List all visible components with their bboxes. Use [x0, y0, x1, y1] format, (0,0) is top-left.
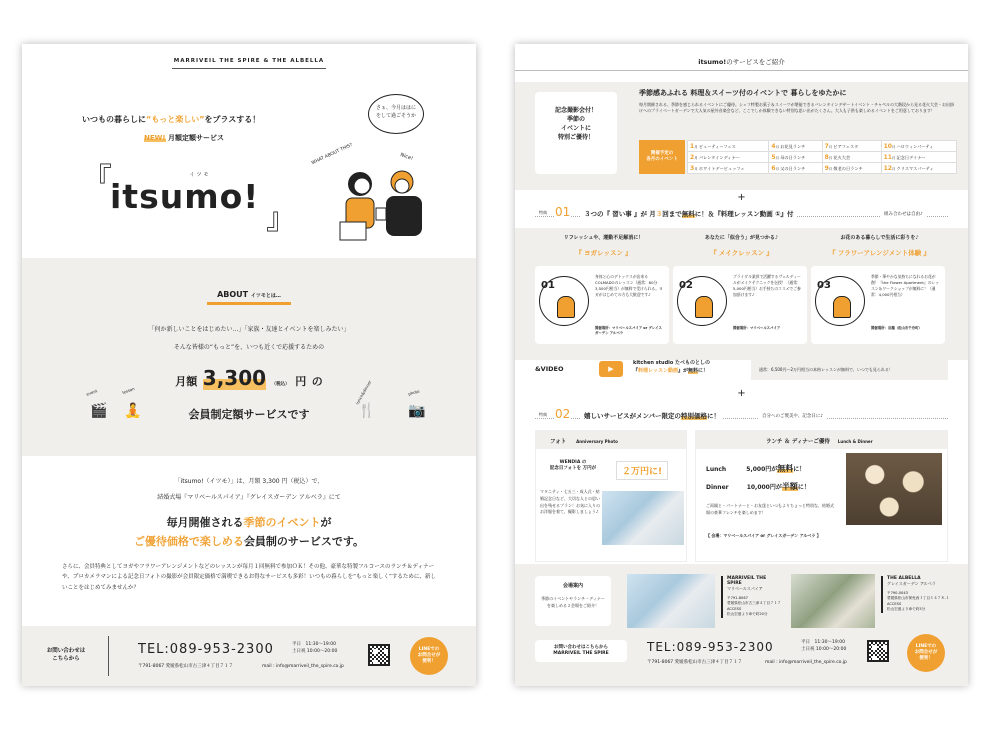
back-header	[515, 57, 968, 66]
event-month: 10	[883, 142, 892, 150]
lunch-pre: が	[771, 466, 778, 473]
tokuten2-title	[581, 411, 723, 420]
event-cell	[688, 163, 769, 174]
plus-2: +	[737, 388, 746, 399]
footer-divider	[108, 636, 109, 676]
tokuten2-num: 02	[555, 407, 571, 421]
event-month: 11	[883, 153, 892, 161]
venue2-addr: 〒790-0043 愛媛県松山市保免西１丁目１４７８-１ ACCESS 松山空港より車で約5分	[887, 591, 950, 612]
person-icon: 🧘	[124, 403, 142, 419]
tokuten2-post: に！	[707, 412, 721, 420]
tokuten1-free: 無料	[681, 210, 695, 218]
tokuten2-em: 特別価格	[681, 412, 708, 420]
event-label: event	[85, 388, 98, 397]
lesson-venue: 開催場所：マリベールスパイア or グレイスガーデン アルベラ	[595, 326, 662, 336]
service-line	[144, 133, 224, 143]
cutlery-icon: 🍴	[358, 403, 376, 419]
lesson-desc: 身体と心のデトックスが出来るCOLMADOのレッスン（通常：60分 3,500円相当）が無料で受けられる。ヨガがはじめての方も大歓迎です♪	[595, 274, 663, 298]
dine-title: ランチ ＆ ディナーご優待	[766, 439, 830, 445]
event-name: クリスマスパーティ	[896, 165, 934, 171]
headline1-post: が	[320, 516, 332, 529]
month-suffix: 月	[775, 144, 781, 149]
beach-photo	[602, 491, 684, 545]
line-badge[interactable]: LINEでの お問合せが 便利！	[410, 637, 448, 675]
event-month: 7	[824, 142, 829, 150]
event-name: 敬老の日ランチ	[833, 165, 863, 171]
about-quote2: そんな皆様の“もっと”を、いつも近くで応援するための	[173, 344, 325, 351]
event-name: ハロウィンパーティ	[896, 143, 934, 149]
venue2-info	[881, 576, 953, 613]
lesson-venue: 開催場所：店舗（松山市千舟町）	[871, 326, 922, 330]
back-line-badge[interactable]: LINEでの お問合せが 便利！	[907, 634, 945, 672]
event-name: ビューティーフェス	[698, 143, 736, 149]
month-suffix: 月	[891, 144, 897, 149]
venue2-jp: グレイスガーデン アルベラ	[887, 581, 936, 586]
lesson-title: 『 メイクレッスン 』	[710, 249, 773, 257]
event-cell	[769, 141, 822, 152]
venue1-en: MARRIVEIL THE SPIRE	[727, 576, 767, 586]
tokuten1-mid: 回まで	[662, 210, 682, 218]
event-cell	[688, 141, 769, 152]
event-name: バレンタインディナー	[698, 154, 740, 160]
event-month: 1	[690, 142, 695, 150]
camera-icon: 📷	[408, 403, 426, 419]
lunch-post: に！	[793, 466, 806, 473]
lesson-num: 03	[817, 280, 831, 291]
month-suffix: 月	[828, 144, 834, 149]
itsumo-logo: itsumo!	[110, 177, 260, 216]
headline1-pre: 毎月開催される	[166, 516, 244, 529]
member-text: 会員制定額サービスです	[188, 408, 310, 421]
dinner-pre: が	[775, 484, 782, 491]
lesson-label: lesson	[121, 385, 136, 396]
back-footer-mail[interactable]: mail : info@marriveil_the_spire.co.jp	[765, 660, 847, 665]
video-end: に！	[698, 367, 709, 374]
price-value: 3,300	[202, 366, 267, 390]
video-line2-pre: 『	[633, 367, 639, 374]
front-header: MARRIVEIL THE SPIRE & THE ALBELLA	[173, 58, 325, 64]
header-divider	[172, 68, 326, 69]
price-unit: 円	[295, 375, 307, 388]
food-photo	[846, 453, 942, 525]
about-section	[22, 258, 476, 456]
month-suffix: 月	[828, 166, 834, 171]
event-cell	[881, 152, 956, 163]
footer-hours1: 平日 11:30〜19:00	[292, 642, 336, 647]
event-month: 2	[690, 153, 695, 161]
lesson-venue: 開催場所：マリベールスパイア	[733, 326, 781, 330]
photo-price: ２万円に!	[616, 461, 668, 480]
lesson-card	[673, 266, 807, 344]
video-line1: kitchen studio たべものとしの	[633, 360, 711, 366]
video-label: &VIDEO	[535, 365, 564, 373]
video-icon[interactable]: ▶	[599, 361, 623, 377]
footer-contact[interactable]: お問い合わせは こちらから	[46, 648, 86, 662]
albella-photo	[791, 574, 875, 628]
video-note: 通常：6,500円〜2万円相当の本格レッスンが無料で、いつでも見られる！	[751, 360, 948, 380]
tokuten2-note: 自分へのご褒美や、記念日に♪	[759, 413, 826, 419]
headline1-em: 季節のイベント	[243, 516, 321, 529]
dinner-price: 10,000円	[746, 484, 776, 491]
couple-illustration	[322, 162, 442, 248]
event-cell	[822, 152, 881, 163]
video-line2-em: 料理レッスン動画	[638, 367, 678, 374]
dinner-post: に！	[797, 484, 810, 491]
tokuten2-bar	[535, 407, 948, 424]
month-suffix: 月	[828, 155, 834, 160]
tagline-post: をプラスする！	[204, 115, 261, 124]
lesson-desc: ブライダル業界で活躍するヴェルディールがメイクテクニックを伝授！（通常：5,000円相当）お手持ちのコスメでご参加頂けます♪	[733, 274, 801, 298]
venue-title: 会場案内	[562, 583, 583, 589]
lesson-card	[535, 266, 669, 344]
tokuten1-post: に！＆『料理レッスン動画 ①』付	[694, 210, 794, 218]
back-footer-contact[interactable]: お問い合わせはこちらから MARRIVEIL THE SPIRE	[535, 640, 627, 662]
photo-title: フォト	[550, 439, 567, 445]
venue-section	[515, 564, 968, 686]
lunch-row	[706, 463, 805, 474]
event-name: ビアフェスタ	[833, 143, 859, 149]
venue-card	[535, 576, 611, 626]
front-footer	[22, 626, 476, 686]
dine-venue: 【 会場：マリベールスパイア or グレイスガーデン アルベラ 】	[706, 533, 821, 538]
about-underline	[207, 302, 291, 305]
tokuten1-pre: ３つの『 習い事 』が 月	[584, 210, 656, 218]
event-name: 父の日ランチ	[780, 165, 806, 171]
lunch-label: lunch&dinner	[354, 379, 373, 406]
bubble-nice: Nice!	[399, 151, 414, 163]
tokuten2-label: 特典	[539, 412, 547, 417]
tokuten1-em: ３	[655, 210, 663, 218]
event-name: ホワイトデービュッフェ	[698, 165, 745, 171]
tokuten1-note: 組み合わせは自由♪	[881, 211, 926, 217]
photo-desc: マタニティ・七五三・成人式・結婚記念日など、大切な人との思い出を残せるプラン！お気に入りのお洋服を着て、撮影しましょう♪	[540, 489, 600, 515]
event-card: 記念撮影会付！ 季節の イベントに 特別ご優待！	[535, 92, 617, 174]
venue1-jp: マリベールスパイア	[727, 586, 763, 591]
event-month: 6	[771, 164, 776, 172]
event-cell	[769, 163, 822, 174]
price-pre: 月額	[175, 375, 198, 388]
photo-card	[535, 430, 687, 562]
footer-mail[interactable]: mail : info@marriveil_the_spire.co.jp	[262, 664, 344, 669]
about-quote1: 「何か新しいことをはじめたい…」「家族・友達とイベントを楽しみたい」	[148, 326, 350, 333]
event-cell	[881, 141, 956, 152]
lesson-figure	[695, 296, 713, 318]
tagline-pre: いつもの暮らしに	[82, 115, 146, 124]
photo-en: Anniversary Photo	[576, 439, 618, 444]
lesson-card	[811, 266, 945, 344]
headline2-em: ご優待価格で楽しめる	[133, 535, 244, 548]
speech-bubble: さぁ、今月ははにをして過ごそうか	[368, 94, 424, 134]
back-footer-hours1: 平日 11:30〜19:00	[801, 640, 845, 645]
event-month: 8	[824, 153, 829, 161]
lesson-lead: あなたに「似合う」が見つかる♪	[704, 235, 779, 241]
footer-hours2: 土日祝 10:00〜20:00	[292, 649, 338, 654]
tagline-em: “もっと楽しい”	[146, 115, 205, 124]
footer-address: 〒791-8067 愛媛県松山市古三津４丁目７１７	[138, 664, 234, 669]
event-name: お花見ランチ	[780, 143, 806, 149]
dinner-em: 半額	[781, 482, 798, 491]
lesson-num: 02	[679, 280, 693, 291]
month-suffix: 月	[891, 155, 897, 160]
lunch-label: Lunch	[706, 466, 727, 473]
photo-card-head	[536, 431, 686, 449]
back-flyer	[515, 44, 968, 686]
back-header-line	[515, 70, 968, 71]
footer-tel[interactable]: TEL:089-953-2300	[138, 642, 274, 657]
plus-1: +	[737, 192, 746, 203]
logo-ruby: イツモ	[189, 172, 211, 178]
dine-card	[695, 430, 948, 562]
venue-desc: 季節のイベントやランチ・ディナーを楽しめる２会場をご紹介！	[541, 596, 605, 608]
bubble-what: WHAT ABOUT THIS?	[311, 142, 354, 167]
lesson-desc: 季節・華やかな気持ちになれるお花が創！『the Flower Apartment』のレッスン＆ワークショップが無料に！（通常：4,000円相当）	[871, 274, 940, 298]
lesson-lead: リフレッシュや、運動不足解消に！	[563, 235, 644, 241]
event-month: 4	[771, 142, 776, 150]
venue1-info	[721, 576, 781, 618]
event-month: 12	[883, 164, 892, 172]
back-header-logo: itsumo!	[698, 58, 727, 66]
tokuten1-label: 特典	[539, 210, 547, 215]
events-table	[687, 140, 957, 174]
video-row	[535, 360, 948, 384]
about-jp: イツモとは…	[250, 293, 281, 299]
price-tax: （税込）	[271, 382, 290, 387]
price-line	[22, 366, 476, 390]
month-suffix: 月	[891, 166, 897, 171]
events-title: 季節感あふれる 料理＆スイーツ付のイベントで 暮らしをゆたかに	[639, 89, 847, 97]
events-desc: 毎月開催される、季節を感じられるイベントにご優待。シェフ特製お菓子＆スイーツが堪能できるバレンタインデザートイベント・チャペルの大階段から見る花火大会・お出掛けへのプライベートガーデンで大人気の屋外音楽会など、ここでしか体験できない特別な思い出がたくさん。大人も子供も楽しめるイベントをご用意しております！	[639, 102, 955, 114]
month-suffix: 月	[775, 166, 781, 171]
event-month: 3	[690, 164, 695, 172]
bracket-close: 』	[266, 202, 296, 237]
lunch-em: 無料	[777, 464, 794, 473]
about-heading	[22, 290, 476, 299]
event-month: 5	[771, 153, 776, 161]
lesson-lead: お花のある暮らしで生活に彩りを♪	[840, 235, 919, 241]
service-label: 月額定額サービス	[168, 134, 224, 142]
intro-line2: 結婚式場『マリベールスパイア』『グレイスガーデン アルベラ』にて	[157, 494, 341, 501]
front-flyer	[22, 44, 476, 686]
event-cell	[822, 141, 881, 152]
headline1	[22, 514, 476, 530]
event-name: 花火大会	[833, 154, 851, 160]
body-text: さらに、会員特典としてヨガやフラワーアレンジメントなどのレッスンが毎月１回無料で参加ＯＫ！その他、豪華な特製フルコースのランチ＆ディナーや、プロカメラマンによる記念日フォトの撮影が会員限定価格で満喫できるお得なサービスも多彩！いつもの暮らしを“もっと楽しく”するために、新しいことをはじめてみませんか？	[62, 564, 436, 591]
video-free: 無料	[687, 367, 698, 374]
spire-photo	[627, 574, 715, 628]
lesson-figure	[557, 296, 575, 318]
event-month: 9	[824, 164, 829, 172]
new-label: NEW!	[144, 134, 166, 142]
bracket-open: 『	[82, 162, 112, 197]
month-suffix: 月	[775, 155, 781, 160]
dine-desc: ご両親と・パートナーと・お友達といつもよりちょっと特別な、結婚式場の豪華フレンチを楽しめます！	[706, 503, 834, 515]
tokuten1-title	[581, 209, 797, 218]
venue1-addr: 〒791-8067 愛媛県松山市古三津４丁目７１７ ACCESS 松山空港より車で約20分	[727, 596, 781, 617]
event-name: 母の日ランチ	[780, 154, 806, 160]
event-cell	[688, 152, 769, 163]
venue2-en: THE ALBELLA	[887, 576, 921, 581]
price-post: の	[311, 375, 323, 388]
lesson-title: 『 ヨガレッスン 』	[575, 249, 632, 257]
back-footer-hours2: 土日祝 10:00〜20:00	[801, 647, 847, 652]
events-label: 開催予定の 各月のイベント	[639, 140, 685, 174]
back-qr-code[interactable]	[867, 640, 889, 662]
headline2	[22, 533, 476, 549]
dine-card-head	[696, 431, 947, 449]
tokuten2-pre: 嬉しいサービスがメンバー限定の	[584, 412, 682, 420]
month-suffix: 月	[694, 155, 699, 160]
tokuten1-bar	[535, 205, 948, 222]
qr-code[interactable]	[368, 644, 390, 666]
headline2-post: 会員制のサービスです。	[243, 535, 365, 548]
tokuten1-num: 01	[555, 205, 571, 219]
film-icon: 🎬	[90, 403, 108, 419]
back-footer-address: 〒791-8067 愛媛県松山市古三津４丁目７１７	[647, 660, 743, 665]
back-header-text: のサービスをご紹介	[726, 58, 785, 66]
photo-label: WENDIA の 記念日フォトを 万円が	[549, 460, 597, 471]
video-line2-post: 』が	[677, 367, 688, 374]
event-cell	[881, 163, 956, 174]
about-en: ABOUT	[217, 290, 249, 299]
event-cell	[769, 152, 822, 163]
video-text	[633, 360, 751, 375]
month-suffix: 月	[694, 144, 699, 149]
dine-en: Lunch & Dinner	[837, 439, 873, 444]
lesson-title: 『 フラワーアレンジメント体験 』	[829, 249, 930, 257]
dinner-row	[706, 481, 810, 492]
back-footer-tel[interactable]: TEL:089-953-2300	[647, 640, 774, 654]
intro-line1: 「itsumo!（イツモ）」は、月額 3,300 円（税込）で、	[174, 478, 324, 485]
dinner-label: Dinner	[706, 484, 729, 491]
lunch-price: 5,000円	[746, 466, 772, 473]
tagline	[82, 114, 260, 125]
lesson-num: 01	[541, 280, 555, 291]
lesson-figure	[833, 296, 851, 318]
month-suffix: 月	[694, 166, 699, 171]
event-cell	[822, 163, 881, 174]
event-name: 記念日デイナー	[896, 154, 926, 160]
photo-label: photo	[407, 388, 420, 397]
